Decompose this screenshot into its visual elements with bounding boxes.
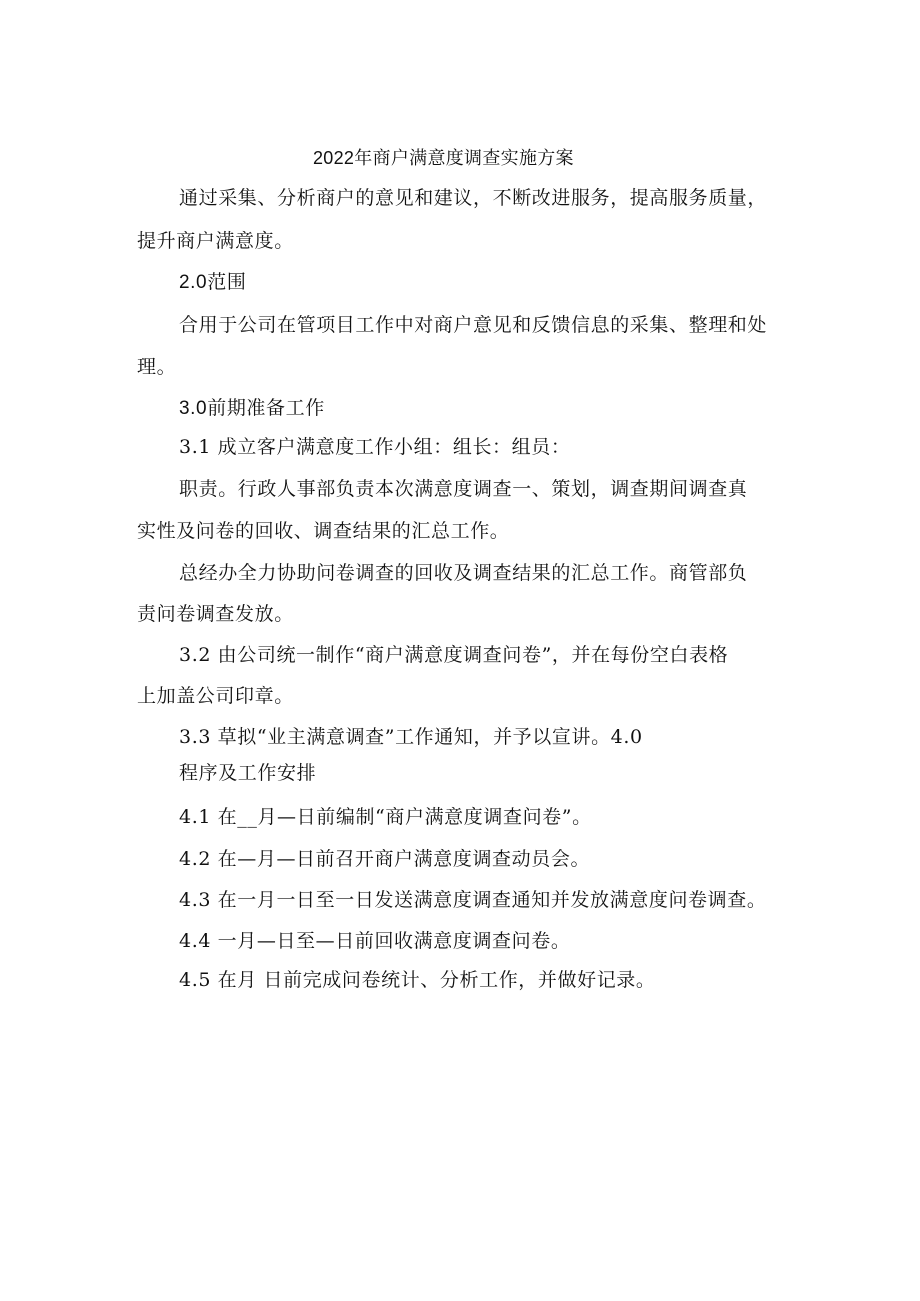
paragraph-line: 3.3 草拟“业主满意调查”工作通知，并予以宣讲。4.0 [179, 726, 643, 748]
list-item: 4.3 在一月一日至一日发送满意度调查通知并发放满意度问卷调查。 [179, 889, 767, 911]
list-item: 4.2 在—月—日前召开商户满意度调查动员会。 [179, 848, 591, 870]
paragraph-line: 责问卷调查发放。 [137, 603, 294, 625]
section-heading: 2.0范围 [179, 272, 247, 293]
list-item: 4.4 一月—日至—日前回收满意度调查问卷。 [179, 930, 571, 952]
paragraph-line: 上加盖公司印章。 [137, 685, 294, 707]
list-item: 4.1 在__月—日前编制“商户满意度调查问卷”。 [179, 806, 592, 828]
paragraph-line: 合用于公司在管项目工作中对商户意见和反馈信息的采集、整理和处 [179, 314, 768, 336]
paragraph-line: 理。 [137, 356, 177, 378]
paragraph-line: 通过采集、分析商户的意见和建议，不断改进服务，提高服务质量， [179, 187, 768, 209]
paragraph-line: 职责。行政人事部负责本次满意度调查一、策划，调查期间调查真 [179, 478, 748, 500]
paragraph-line: 提升商户满意度。 [137, 230, 294, 252]
paragraph-line: 3.2 由公司统一制作“商户满意度调查问卷”，并在每份空白表格 [179, 644, 729, 666]
list-item: 4.5 在月 日前完成问卷统计、分析工作，并做好记录。 [179, 969, 656, 991]
paragraph-line: 总经办全力协助问卷调查的回收及调查结果的汇总工作。商管部负 [179, 562, 748, 584]
document-title: 2022年商户满意度调查实施方案 [313, 148, 574, 168]
paragraph-line: 实性及问卷的回收、调查结果的汇总工作。 [137, 520, 510, 542]
section-heading: 3.0前期准备工作 [179, 398, 325, 419]
paragraph-line: 3.1 成立客户满意度工作小组：组长：组员： [179, 436, 571, 458]
paragraph-line: 程序及工作安排 [179, 762, 317, 784]
